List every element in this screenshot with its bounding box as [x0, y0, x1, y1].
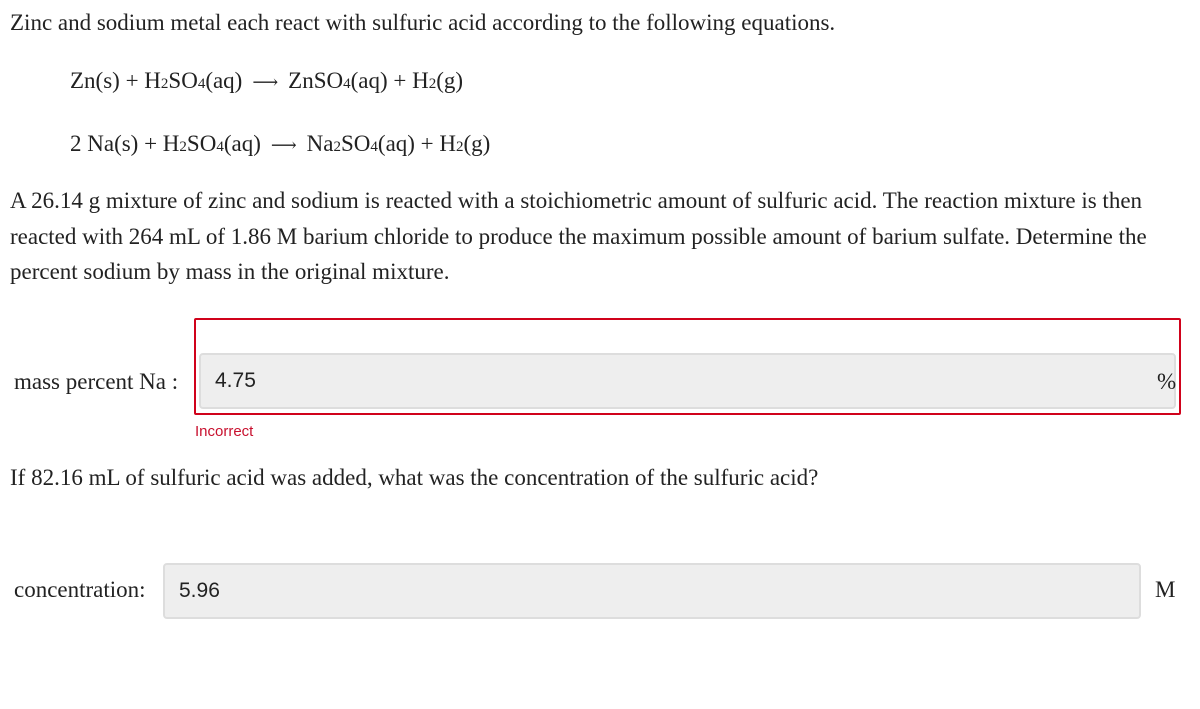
molarity-unit: M	[1155, 577, 1176, 602]
intro-text: Zinc and sodium metal each react with sulfuric acid according to the following equations.	[10, 10, 836, 35]
eq-text: (g)	[463, 131, 491, 156]
eq-text: SO	[186, 131, 217, 156]
eq-text: (aq)	[205, 68, 243, 93]
eq-text: 2 Na(s) + H	[70, 131, 180, 156]
eq-text: Na	[306, 131, 334, 156]
zinc-equation: Zn(s) + H 2 SO 4 (aq) ⟶ ZnSO 4 (aq) + H 2 (g)	[70, 66, 463, 98]
question2-text: If 82.16 mL of sulfuric acid was added, what was the concentration of the sulfuric acid?	[10, 465, 819, 490]
eq-text: (g)	[436, 68, 464, 93]
concentration-label: concentration:	[14, 577, 146, 602]
concentration-input[interactable]: 5.96	[163, 563, 1141, 619]
eq-text: Zn(s) + H	[70, 68, 161, 93]
eq-text: SO	[168, 68, 198, 93]
reaction-arrow-icon: ⟶	[252, 72, 279, 93]
percent-unit: %	[1157, 369, 1177, 394]
mass-percent-input[interactable]: 4.75	[199, 353, 1176, 409]
incorrect-feedback: Incorrect	[195, 423, 254, 440]
eq-text: (aq) + H	[350, 68, 429, 93]
eq-text: (aq)	[223, 131, 261, 156]
eq-text: ZnSO	[288, 68, 344, 93]
problem-text: A 26.14 g mixture of zinc and sodium is reacted with a stoichiometric amount of sulfuric acid. The reaction mixture is then reacted with 264 mL of 1.86 M barium chloride to produce the maximum possible amount of barium sulfate. Determine the percent sodium by mass in the original mixture.	[10, 188, 1147, 284]
sodium-equation: 2 Na(s) + H 2 SO 4 (aq) ⟶ Na 2 SO 4 (aq) + H 2 (g)	[70, 129, 490, 161]
reaction-arrow-icon: ⟶	[270, 135, 297, 156]
eq-text: (aq) + H	[377, 131, 457, 156]
eq-text: SO	[341, 131, 371, 156]
mass-percent-label: mass percent Na :	[14, 369, 179, 394]
